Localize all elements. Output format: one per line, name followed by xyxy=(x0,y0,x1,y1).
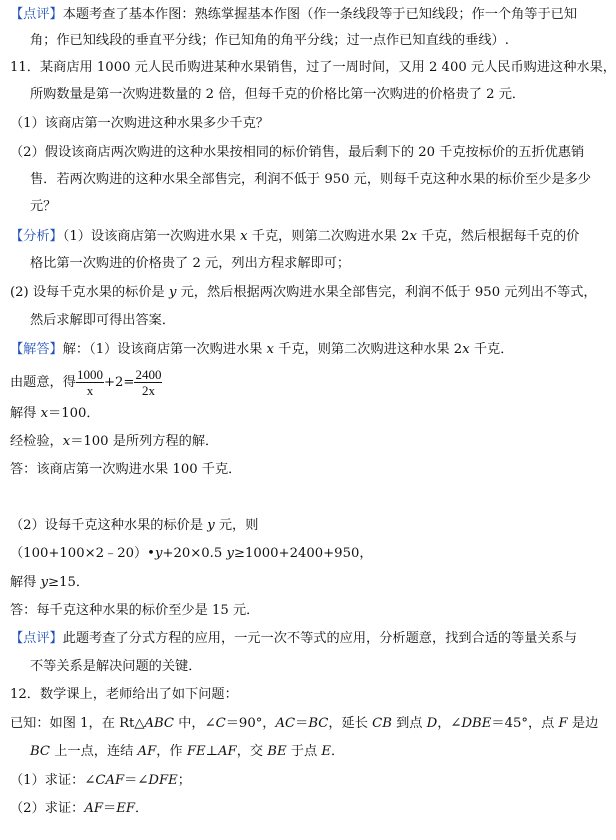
math-var: F xyxy=(558,716,568,731)
solution-text: 千克． xyxy=(469,342,514,357)
q12-text: 于点 xyxy=(286,744,322,759)
math-var: C xyxy=(215,716,226,731)
math-var: E xyxy=(321,744,331,759)
q12-text: ＝∠ xyxy=(124,773,149,788)
math-var: BC xyxy=(30,744,51,759)
q12-text: ，延长 xyxy=(328,716,373,731)
q12-text: ，作 xyxy=(156,744,187,759)
analysis-text: （1）设该商店第一次购进水果 xyxy=(62,229,241,244)
q12-text: 是边 xyxy=(567,716,599,731)
q12-text: ⊥ xyxy=(205,744,218,759)
q11-stem-line-2: 所购数量是第一次购进数量的 2 倍，但每千克的价格比第一次购进的价格贵了 2 元． xyxy=(30,87,526,102)
solution-text: （2）设每千克这种水果的标价是 xyxy=(10,518,208,533)
q11-part-2-line-1: （2）假设该商店两次购进的这种水果按相同的标价销售，最后剩下的 20 千克按标价的五折优惠销 xyxy=(10,145,585,160)
math-var: FE xyxy=(186,744,206,759)
inequality-text: ≥1000+2400+950， xyxy=(233,546,373,561)
solution-tag: 【解答】 xyxy=(10,342,63,357)
review-tag: 【点评】 xyxy=(10,631,63,646)
var-y: y xyxy=(40,575,49,590)
q11-part-1: （1）该商店第一次购进这种水果多少千克？ xyxy=(10,116,269,131)
var-y: y xyxy=(168,285,177,300)
analysis-text: 元，然后根据两次购进水果全部售完，利润不低于 950 元列出不等式， xyxy=(176,285,597,300)
math-var: ABC xyxy=(144,716,175,731)
analysis-text: 千克，然后根据每千克的价 xyxy=(416,229,580,244)
math-var: BE xyxy=(267,744,287,759)
var-x: x xyxy=(266,342,274,357)
q12-text: （1）求证：∠ xyxy=(10,773,96,788)
solution-text: 经检验， xyxy=(10,434,63,449)
q12-text: 已知：如图 1，在 Rt△ xyxy=(10,716,145,731)
fraction-2400-over-2x xyxy=(134,367,162,398)
var-y: y xyxy=(154,546,163,561)
q11-part-2-line-3: 元？ xyxy=(30,199,57,214)
var-x: x xyxy=(462,342,470,357)
var-y: y xyxy=(207,518,215,533)
analysis-line-1 xyxy=(10,228,579,246)
equation-line xyxy=(10,365,162,401)
q12-text: ＝ xyxy=(295,716,309,731)
fraction-1000-over-x xyxy=(76,367,104,398)
math-var: AC xyxy=(275,716,296,731)
math-var: EF xyxy=(116,801,135,816)
solution-line-1 xyxy=(10,341,513,359)
math-var: DBE xyxy=(461,716,492,731)
q11-review-line-2: 不等关系是解决问题的关键． xyxy=(30,659,202,674)
review-tag: 【点评】 xyxy=(10,7,63,22)
math-var: BC xyxy=(308,716,329,731)
math-var: AF xyxy=(84,801,104,816)
solution-text: 解：（1）设该商店第一次购进水果 xyxy=(62,342,267,357)
q12-text: ＝ xyxy=(103,801,117,816)
analysis-text: (2) 设每千克水果的标价是 xyxy=(10,285,169,300)
review-line-1 xyxy=(10,6,577,24)
q12-text: ，交 xyxy=(236,744,268,759)
q12-known-line-1 xyxy=(10,715,598,733)
q12-text: ＝90°， xyxy=(225,716,276,731)
part-2-setup-line xyxy=(10,517,258,535)
q12-stem: 12．数学课上，老师给出了如下问题： xyxy=(10,687,238,702)
review-text-1: 本题考查了基本作图：熟练掌握基本作图（作一条线段等于已知线段；作一个角等于已知 xyxy=(62,7,578,22)
analysis-line-4: 然后求解即可得出答案． xyxy=(30,313,176,328)
inequality-line xyxy=(10,545,373,563)
equation-middle: +2= xyxy=(103,375,135,390)
var-x: x xyxy=(240,229,248,244)
q12-text: ； xyxy=(177,773,191,788)
solution-text: ＝100． xyxy=(48,406,100,421)
solution-text: 解得 xyxy=(10,575,41,590)
inequality-text: （100+100×2﹣20）• xyxy=(10,546,155,561)
q11-review-line-1 xyxy=(10,630,577,648)
q12-text: ． xyxy=(331,744,345,759)
math-var: CB xyxy=(372,716,392,731)
solve-y-line xyxy=(10,574,89,592)
solution-text: ＝100 是所列方程的解． xyxy=(70,434,219,449)
var-x: x xyxy=(62,434,71,449)
check-line xyxy=(10,433,218,451)
answer-1-line: 答：该商店第一次购进水果 100 千克． xyxy=(10,462,242,477)
analysis-text: 千克，则第二次购进水果 2 xyxy=(247,229,410,244)
fraction-numerator: 2400 xyxy=(135,367,162,382)
q12-prove-2 xyxy=(10,800,148,818)
analysis-line-3 xyxy=(10,284,597,302)
analysis-tag: 【分析】 xyxy=(10,229,63,244)
solution-text: 元，则 xyxy=(214,518,259,533)
var-x: x xyxy=(40,406,49,421)
fraction-numerator: 1000 xyxy=(76,367,103,382)
q11-stem-line-1: 11．某商店用 1000 元人民币购进某种水果销售，过了一周时间，又用 2 400 元人民币购进这种水果， xyxy=(10,60,616,75)
q12-text: ，∠ xyxy=(437,716,462,731)
equation-prefix: 由题意，得 xyxy=(10,375,76,390)
q12-text: 上一点，连结 xyxy=(50,744,138,759)
q12-text: ＝45°，点 xyxy=(491,716,559,731)
solution-text: 千克，则第二次购进这种水果 2 xyxy=(273,342,463,357)
q12-text: 中，∠ xyxy=(174,716,216,731)
math-var: CAF xyxy=(95,773,125,788)
solve-x-line xyxy=(10,405,100,423)
solution-text: ≥15． xyxy=(48,575,90,590)
q12-text: （2）求证： xyxy=(10,801,85,816)
math-var: DFE xyxy=(148,773,178,788)
math-var: AF xyxy=(137,744,157,759)
analysis-line-2: 格比第一次购进的价格贵了 2 元，列出方程求解即可； xyxy=(30,256,351,271)
var-y: y xyxy=(226,546,234,561)
inequality-text: +20×0.5 xyxy=(162,546,227,561)
math-var: AF xyxy=(218,744,237,759)
q11-part-2-line-2: 售．若两次购进的这种水果全部售完，利润不低于 950 元，则每千克这种水果的标价至少是多少 xyxy=(30,172,592,187)
q12-text: ． xyxy=(134,801,149,816)
review-text: 此题考查了分式方程的应用，一元一次不等式的应用，分析题意，找到合适的等量关系与 xyxy=(62,631,578,646)
fraction-denominator: 2x xyxy=(141,383,155,398)
math-var: D xyxy=(426,716,438,731)
fraction-denominator: x xyxy=(86,383,94,398)
answer-2-line: 答：每千克这种水果的标价至少是 15 元． xyxy=(10,603,260,618)
q12-known-line-2 xyxy=(30,743,344,761)
q12-prove-1 xyxy=(10,772,191,790)
var-x: x xyxy=(409,229,417,244)
review-line-2: 角；作已知线段的垂直平分线；作已知角的角平分线；过一点作已知直线的垂线）. xyxy=(30,33,509,48)
q12-text: 到点 xyxy=(391,716,427,731)
solution-text: 解得 xyxy=(10,406,41,421)
